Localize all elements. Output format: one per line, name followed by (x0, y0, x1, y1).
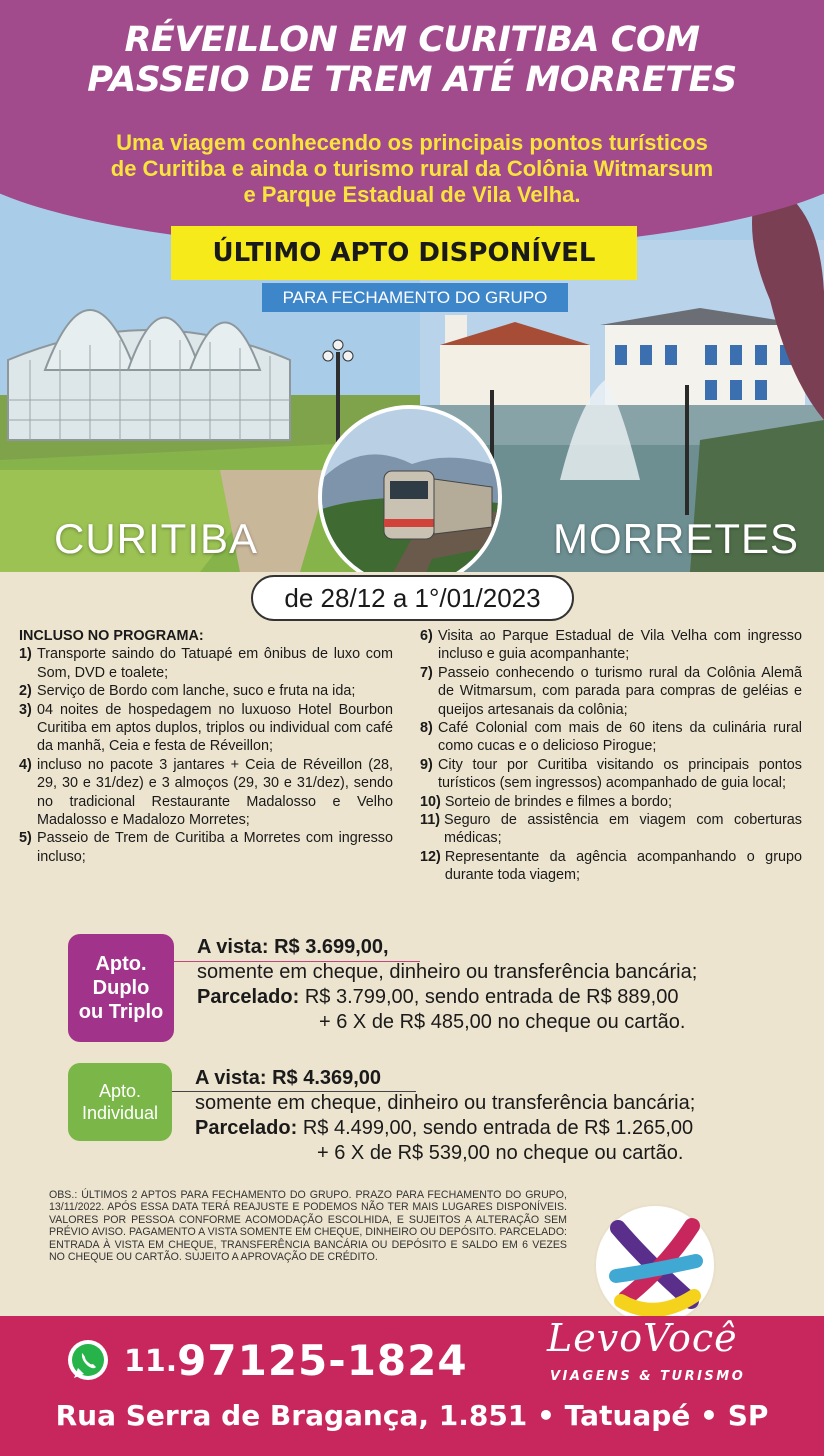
program-item-number: 1) (19, 646, 32, 663)
program-item-number: 11) (420, 812, 441, 829)
program-item-text: Seguro de assistência em viagem com coberturas médicas; (444, 812, 802, 847)
group-closing-tag: PARA FECHAMENTO DO GRUPO (262, 283, 568, 312)
hero-banner (0, 0, 824, 572)
program-item (19, 829, 393, 866)
program-item (420, 793, 802, 811)
installment-label: Parcelado: (197, 986, 300, 1008)
program-item-number: 7) (420, 664, 433, 681)
program-item (19, 682, 393, 700)
installment-text: R$ 4.499,00, sendo entrada de R$ 1.265,00 (302, 1117, 694, 1139)
program-item (19, 701, 393, 756)
phone-digits: 97125-1824 (177, 1336, 468, 1385)
program-item (420, 664, 802, 719)
program-item-number: 5) (19, 830, 32, 847)
subtitle (40, 130, 784, 208)
program-column-right (420, 627, 802, 885)
train-illustration (322, 409, 502, 572)
program-item-text: City tour por Curitiba visitando os principais pontos turísticos (sem ingressos) acompanhado de guia local; (438, 756, 802, 792)
city-label-morretes: MORRETES (553, 515, 800, 562)
program-item-number: 12) (420, 848, 441, 865)
installment-label: Parcelado: (195, 1117, 298, 1139)
subtitle-line-2: de Curitiba e ainda o turismo rural da Colônia Witmarsum (110, 156, 714, 181)
observations-note: OBS.: ÚLTIMOS 2 APTOS PARA FECHAMENTO DO GRUPO. PRAZO PARA FECHAMENTO DO GRUPO, 13/11/2022. APÓS ESSA DATA TERÁ REAJUSTE E PODEMOS NÃO TER MAIS LUGARES DISPONÍVEIS. VALORES POR PESSOA CONFORME ACOMODAÇÃO ESCOLHIDA, E SUJEITOS A ALTERAÇÃO SEM PRÉVIO AVISO. PAGAMENTO A VISTA SOMENTE EM CHEQUE, DINHEIRO OU DEPÓSITO. PARCELADO: ENTRADA À VISTA EM CHEQUE, TRANSFERÊNCIA BANCÁRIA OU DEPÓSITO E SALDO EM 6 VEZES NO CHEQUE OU CARTÃO. SUJEITO A APROVAÇÃO DE CRÉDITO. (49, 1189, 567, 1264)
installment-text-2: + 6 X de R$ 539,00 no cheque ou cartão. (317, 1142, 684, 1164)
program-item-text: Serviço de Bordo com lanche, suco e fruta na ida; (37, 683, 356, 700)
last-apartment-banner: ÚLTIMO APTO DISPONÍVEL (171, 226, 637, 280)
brand-name: LevoVocê (547, 1316, 738, 1360)
program-item-number: 6) (420, 628, 433, 644)
cash-value: R$ 4.369,00 (272, 1067, 382, 1089)
phone-number[interactable] (124, 1336, 468, 1385)
phone-prefix: 11. (124, 1344, 178, 1379)
program-item-number: 8) (420, 720, 433, 737)
badge-single-line-2: Individual (81, 1103, 159, 1123)
page-title (0, 20, 824, 100)
program-item-text: 04 noites de hospedagem no luxuoso Hotel Bourbon Curitiba em aptos duplos, triplos ou individual com café da manhã, Ceia e festa de Réveillon; (37, 701, 393, 755)
program-item-number: 9) (420, 756, 433, 773)
title-line-1: RÉVEILLON EM CURITIBA COM (124, 20, 700, 60)
program-item-number: 3) (19, 701, 32, 718)
badge-single-line-1: Apto. (98, 1081, 142, 1101)
program-item-text: Café Colonial com mais de 60 itens da culinária rural como cucas e o delicioso Pirogue; (438, 720, 802, 755)
program-item-number: 4) (19, 756, 32, 773)
program-item (19, 645, 393, 682)
cash-note: somente em cheque, dinheiro ou transferência bancária; (197, 961, 698, 983)
program-item-text: Passeio de Trem de Curitiba a Morretes com ingresso incluso; (37, 830, 393, 865)
subtitle-line-3: e Parque Estadual de Vila Velha. (243, 182, 581, 207)
date-range: de 28/12 a 1°/01/2023 (251, 575, 574, 621)
program-item (19, 756, 393, 830)
price-single (195, 1066, 695, 1166)
program-item-text: Visita ao Parque Estadual de Vila Velha com ingresso incluso e guia acompanhante; (438, 628, 802, 663)
program-item-number: 10) (420, 793, 441, 810)
program-item-text: Representante da agência acompanhando o grupo durante toda viagem; (444, 848, 802, 884)
program-item-text: Sorteio de brindes e filmes a bordo; (444, 793, 672, 810)
subtitle-line-1: Uma viagem conhecendo os principais pontos turísticos (116, 130, 708, 155)
installment-text: R$ 3.799,00, sendo entrada de R$ 889,00 (304, 986, 679, 1008)
program-heading: INCLUSO NO PROGRAMA: (19, 628, 204, 644)
price-double (197, 935, 697, 1035)
program-column-left (19, 627, 393, 866)
levovoce-logo (596, 1206, 714, 1324)
program-item (420, 756, 802, 793)
program-item-text: incluso no pacote 3 jantares + Ceia de Réveillon (28, 29, 30 e 31/dez) e 3 almoços (29, 30 e 31/dez), sendo no tradicional Restaurante Madalosso e Velho Madalosso e Madalozo Morretes; (37, 756, 393, 829)
levovoce-logo-icon (596, 1206, 714, 1324)
program-list-right (420, 627, 802, 885)
program-item-text: Passeio conhecendo o turismo rural da Colônia Alemã de Witmarsum, com parada para compras de geléias e queijos artesanais da colônia; (438, 664, 802, 718)
cash-label: A vista: (195, 1067, 267, 1089)
brand-tagline: VIAGENS & TURISMO (550, 1369, 746, 1384)
badge-single (68, 1063, 172, 1141)
installment-text-2: + 6 X de R$ 485,00 no cheque ou cartão. (319, 1011, 686, 1033)
badge-double-line-3: ou Triplo (78, 1001, 164, 1023)
program-list-left (19, 645, 393, 866)
program-item (420, 719, 802, 756)
cash-note: somente em cheque, dinheiro ou transferência bancária; (195, 1092, 696, 1114)
program-item-text: Transporte saindo do Tatuapé em ônibus de luxo com Som, DVD e toalete; (37, 646, 393, 681)
badge-double-line-1: Apto. (95, 953, 147, 975)
cash-label: A vista: (197, 936, 269, 958)
address: Rua Serra de Bragança, 1.851 • Tatuapé • SP (55, 1399, 769, 1432)
program-item-number: 2) (19, 683, 32, 700)
cash-value: R$ 3.699,00, (274, 936, 389, 958)
whatsapp-icon (66, 1338, 110, 1382)
program-item (420, 848, 802, 885)
title-line-2: PASSEIO DE TREM ATÉ MORRETES (87, 60, 737, 100)
program-item (420, 627, 802, 664)
badge-double-triple (68, 934, 174, 1042)
badge-double-line-2: Duplo (92, 977, 150, 999)
city-label-curitiba: CURITIBA (54, 515, 259, 562)
program-item (420, 811, 802, 848)
